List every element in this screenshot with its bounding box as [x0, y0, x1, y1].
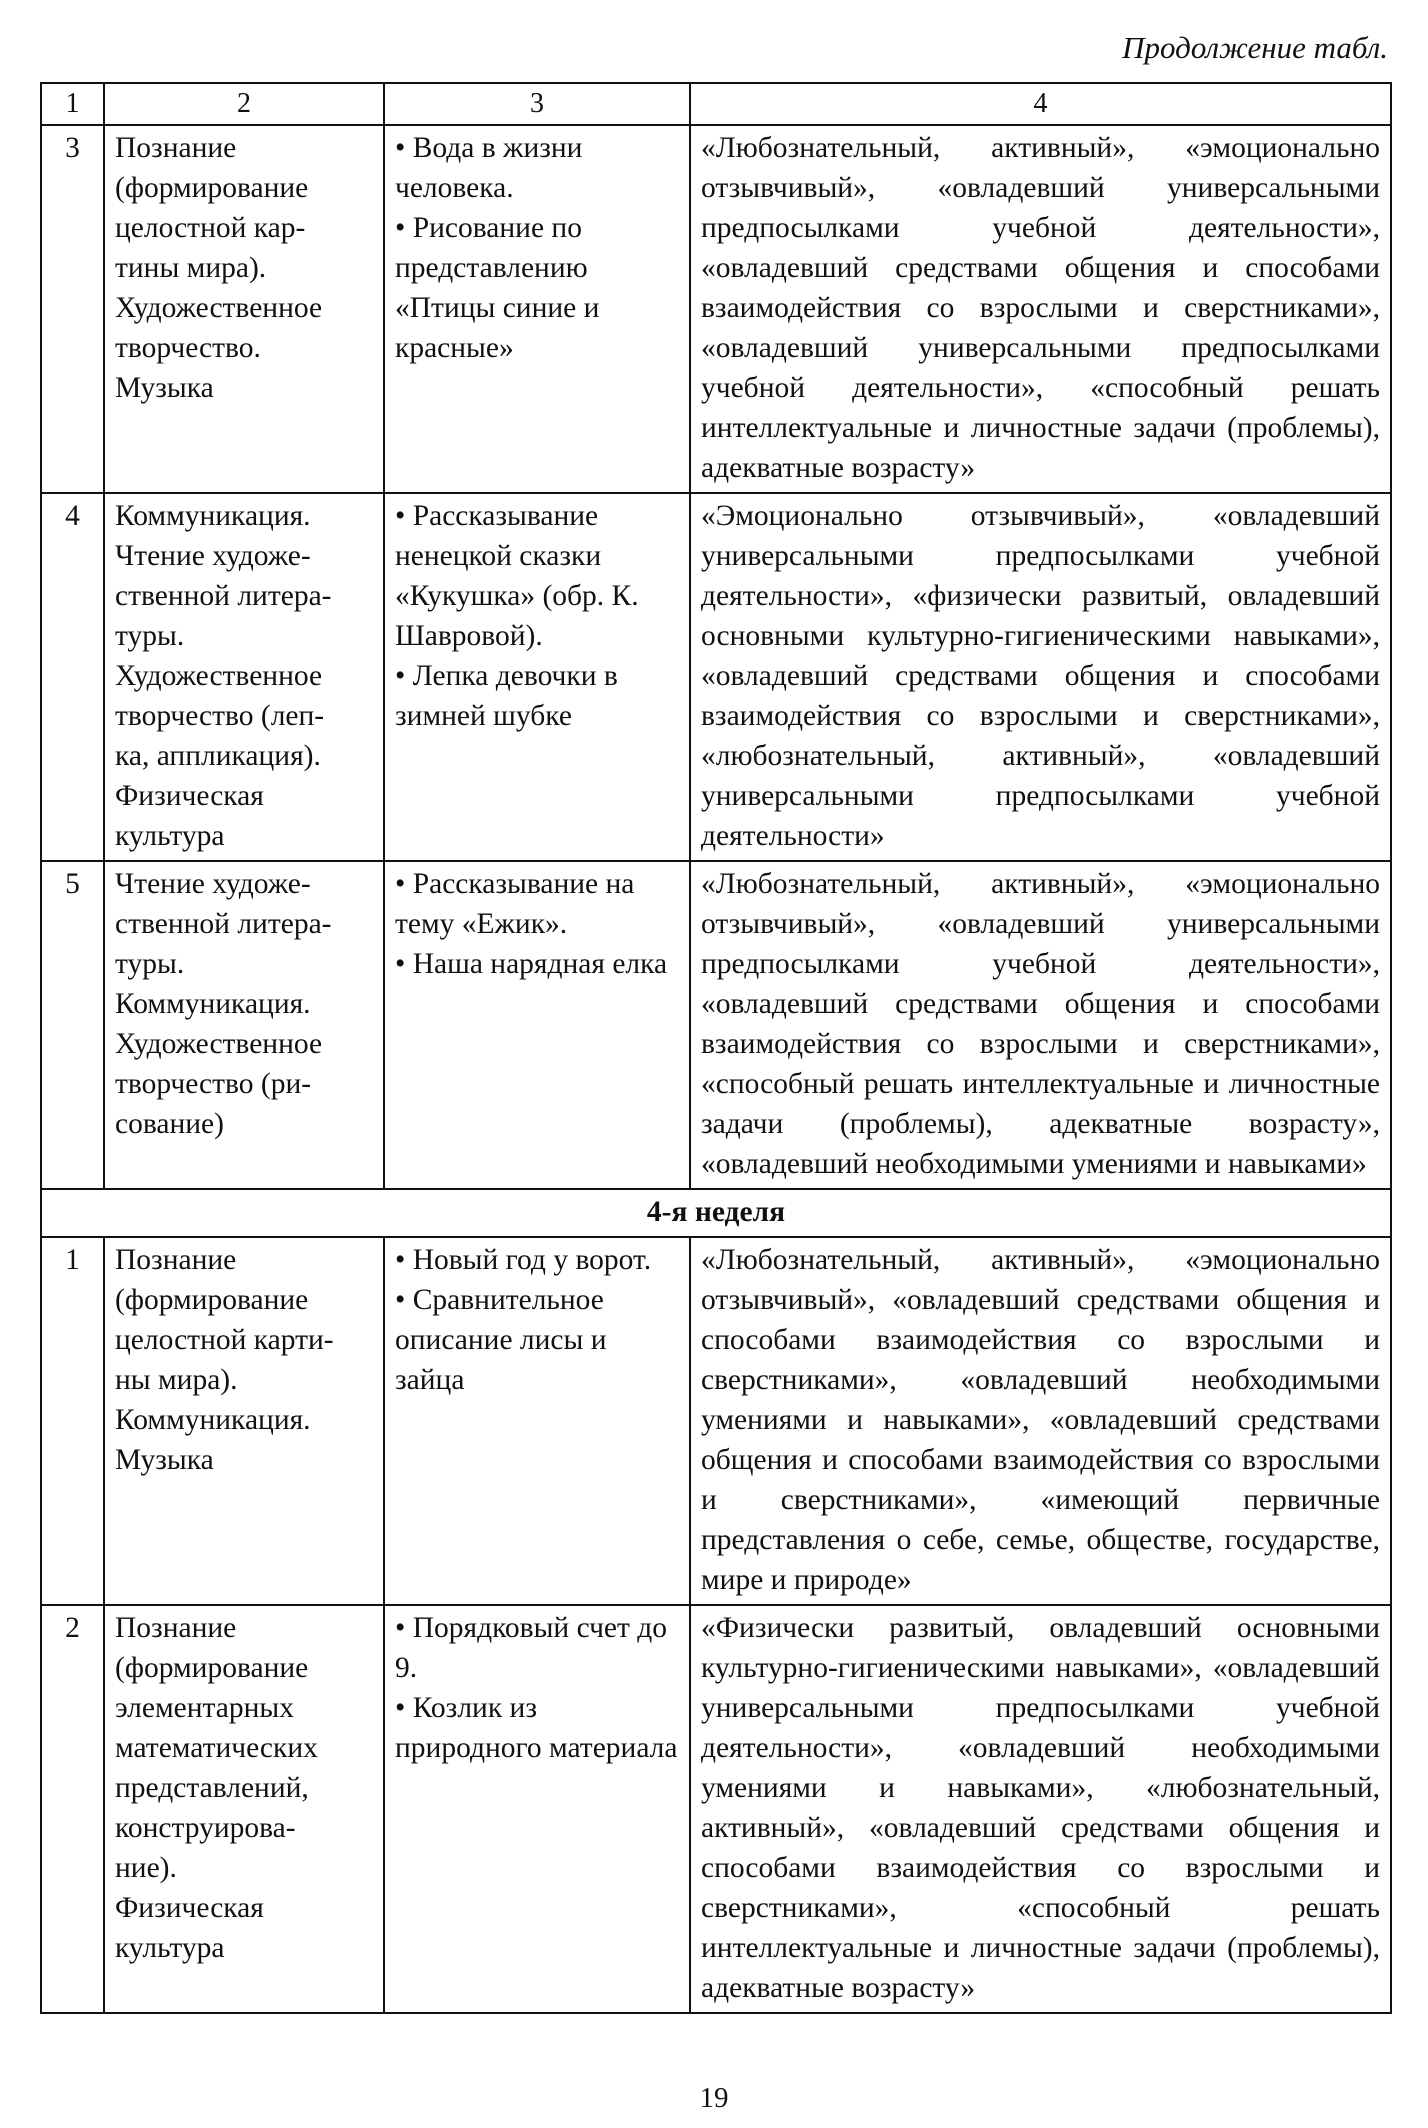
area-line: Познание: [115, 1244, 237, 1276]
area-line: ны мира).: [115, 1364, 238, 1396]
activities-cell: [384, 493, 690, 861]
area-line: творчество (ри-: [115, 1068, 312, 1100]
header-cell: 3: [384, 83, 690, 125]
area-line: Коммуникация.: [115, 1404, 311, 1436]
row-number: 4: [41, 493, 104, 861]
area-line: Чтение художе-: [115, 868, 311, 900]
activities-cell: [384, 125, 690, 493]
activities-cell: [384, 1605, 690, 2013]
area-line: туры.: [115, 620, 185, 652]
area-line: (формирование: [115, 1652, 309, 1684]
area-line: туры.: [115, 948, 185, 980]
activity-item: • Лепка девочки в зимней шубке: [395, 660, 618, 732]
area-line: (формирование: [115, 1284, 309, 1316]
table-row: [41, 125, 1391, 493]
area-line: сование): [115, 1108, 224, 1140]
area-line: Физическая: [115, 1892, 264, 1924]
header-cell: 4: [690, 83, 1391, 125]
integrative-qualities-cell: «Любознательный, активный», «эмоционально отзывчивый», «овладевший универсальными предпосылками учебной деятельности», «овладевший средствами общения и способами взаимодействия со взрослыми и сверстниками», «способный решать интеллектуальные и личностные задачи (проблемы), адекватные возрасту», «овладевший необходимыми умениями и навыками»: [690, 861, 1391, 1189]
activity-item: • Новый год у ворот.: [395, 1244, 652, 1276]
activity-item: • Рассказывание ненецкой сказки «Кукушка» (обр. К. Шавровой).: [395, 500, 639, 652]
integrative-qualities-cell: «Любознательный, активный», «эмоционально отзывчивый», «овладевший универсальными предпосылками учебной деятельности», «овладевший средствами общения и способами взаимодействия со взрослыми и сверстниками», «овладевший универсальными предпосылками учебной деятельности», «способный решать интеллектуальные и личностные задачи (проблемы), адекватные возрасту»: [690, 125, 1391, 493]
table-row: [41, 1605, 1391, 2013]
activity-item: • Вода в жизни человека.: [395, 132, 583, 204]
row-number: 3: [41, 125, 104, 493]
header-row: [41, 83, 1391, 125]
area-line: Физическая: [115, 780, 264, 812]
week-heading: 4-я неделя: [41, 1189, 1391, 1237]
activity-item: • Порядковый счет до 9.: [395, 1612, 668, 1684]
area-line: Художественное: [115, 1028, 323, 1060]
area-line: культура: [115, 820, 225, 852]
area-line: целостной карти-: [115, 1324, 334, 1356]
program-table: [40, 82, 1392, 2014]
area-line: культура: [115, 1932, 225, 1964]
continuation-label: Продолжение табл.: [1122, 30, 1388, 65]
educational-areas-cell: [104, 1237, 384, 1605]
area-line: Познание: [115, 1612, 237, 1644]
week-row: [41, 1189, 1391, 1237]
area-line: математических: [115, 1732, 318, 1764]
area-line: Коммуникация.: [115, 988, 311, 1020]
area-line: элементарных: [115, 1692, 294, 1724]
row-number: 2: [41, 1605, 104, 2013]
activity-item: • Сравнительное описание лисы и зайца: [395, 1284, 607, 1396]
area-line: Музыка: [115, 1444, 214, 1476]
area-line: ка, аппликация).: [115, 740, 321, 772]
activities-cell: [384, 861, 690, 1189]
area-line: Коммуникация.: [115, 500, 311, 532]
header-cell: 2: [104, 83, 384, 125]
area-line: представлений,: [115, 1772, 309, 1804]
area-line: Познание: [115, 132, 237, 164]
row-number: 1: [41, 1237, 104, 1605]
educational-areas-cell: [104, 125, 384, 493]
integrative-qualities-cell: «Любознательный, активный», «эмоционально отзывчивый», «овладевший средствами общения и способами взаимодействия со взрослыми и сверстниками», «овладевший необходимыми умениями и навыками», «овладевший средствами общения и способами взаимодействия со взрослыми и сверстниками», «имеющий первичные представления о себе, семье, обществе, государстве, мире и природе»: [690, 1237, 1391, 1605]
educational-areas-cell: [104, 493, 384, 861]
area-line: ственной литера-: [115, 580, 332, 612]
area-line: конструирова-: [115, 1812, 296, 1844]
table-row: [41, 493, 1391, 861]
area-line: Художественное: [115, 292, 323, 324]
area-line: ние).: [115, 1852, 177, 1884]
table-row: [41, 861, 1391, 1189]
educational-areas-cell: [104, 861, 384, 1189]
page-number: 19: [699, 2082, 729, 2114]
area-line: Музыка: [115, 372, 214, 404]
activities-cell: [384, 1237, 690, 1605]
area-line: тины мира).: [115, 252, 267, 284]
area-line: Художественное: [115, 660, 323, 692]
area-line: творчество.: [115, 332, 261, 364]
area-line: ственной литера-: [115, 908, 332, 940]
area-line: Чтение художе-: [115, 540, 311, 572]
integrative-qualities-cell: «Физически развитый, овладевший основными культурно-гигиеническими навыками», «овладевший универсальными предпосылками учебной деятельности», «овладевший необходимыми умениями и навыками», «любознательный, активный», «овладевший средствами общения и способами взаимодействия со взрослыми и сверстниками», «способный решать интеллектуальные и личностные задачи (проблемы), адекватные возрасту»: [690, 1605, 1391, 2013]
table-row: [41, 1237, 1391, 1605]
area-line: целостной кар-: [115, 212, 306, 244]
activity-item: • Козлик из природного материала: [395, 1692, 678, 1764]
activity-item: • Рассказывание на тему «Ежик».: [395, 868, 635, 940]
header-cell: 1: [41, 83, 104, 125]
integrative-qualities-cell: «Эмоционально отзывчивый», «овладевший универсальными предпосылками учебной деятельности», «физически развитый, овладевший основными культурно-гигиеническими навыками», «овладевший средствами общения и способами взаимодействия со взрослыми и сверстниками», «любознательный, активный», «овладевший универсальными предпосылками учебной деятельности»: [690, 493, 1391, 861]
row-number: 5: [41, 861, 104, 1189]
area-line: (формирование: [115, 172, 309, 204]
activity-item: • Рисование по представлению «Птицы синие и красные»: [395, 212, 600, 364]
activity-item: • Наша нарядная елка: [395, 948, 668, 980]
educational-areas-cell: [104, 1605, 384, 2013]
area-line: творчество (леп-: [115, 700, 325, 732]
